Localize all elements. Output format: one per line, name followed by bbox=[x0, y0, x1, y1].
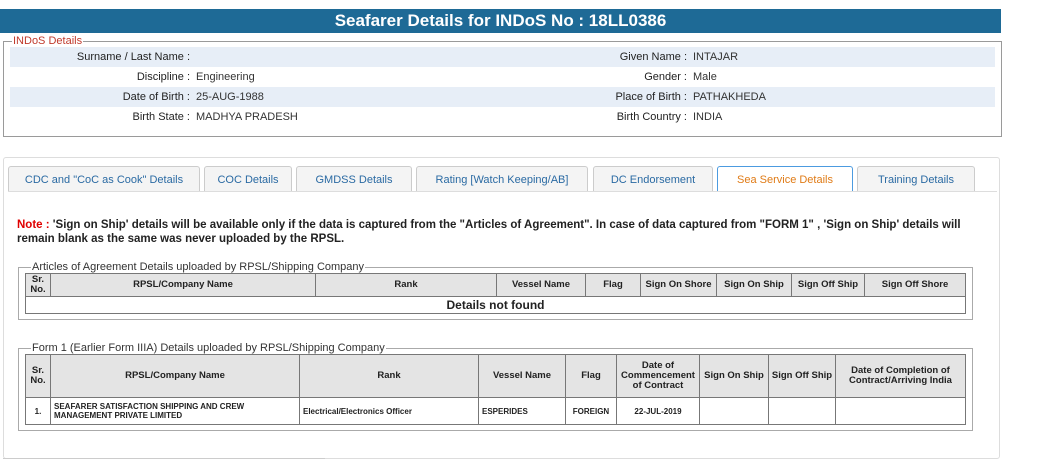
tab-cdc-coc-cook[interactable]: CDC and "CoC as Cook" Details bbox=[8, 166, 200, 191]
articles-table bbox=[25, 273, 966, 314]
col-sr-no: Sr. No. bbox=[26, 274, 51, 297]
col-sign-on-shore: Sign On Shore bbox=[641, 274, 717, 297]
cell-rank: Electrical/Electronics Officer bbox=[300, 398, 479, 425]
col-sr-no: Sr. No. bbox=[26, 355, 51, 398]
table-header-row bbox=[26, 355, 966, 398]
indos-row bbox=[10, 107, 995, 127]
table-header-row bbox=[26, 274, 966, 297]
indos-details-legend: INDoS Details bbox=[13, 35, 83, 47]
tab-divider bbox=[8, 191, 997, 192]
col-rank: Rank bbox=[300, 355, 479, 398]
cell-commencement: 22-JUL-2019 bbox=[617, 398, 700, 425]
col-flag: Flag bbox=[586, 274, 641, 297]
form1-legend: Form 1 (Earlier Form IIIA) Details uploaded by RPSL/Shipping Company bbox=[32, 342, 385, 354]
surname-label: Surname / Last Name : bbox=[76, 51, 190, 63]
given-name-label: Given Name : bbox=[619, 51, 687, 63]
col-company: RPSL/Company Name bbox=[51, 355, 300, 398]
col-sign-on-ship: Sign On Ship bbox=[717, 274, 792, 297]
tab-training-details[interactable]: Training Details bbox=[857, 166, 975, 191]
place-of-birth-value: PATHAKHEDA bbox=[693, 91, 766, 103]
indos-details-section bbox=[3, 35, 1002, 137]
form1-section bbox=[18, 342, 973, 431]
table-row bbox=[26, 297, 966, 314]
cell-sr-no: 1. bbox=[26, 398, 51, 425]
gender-label: Gender : bbox=[644, 71, 687, 83]
cell-flag: FOREIGN bbox=[566, 398, 617, 425]
form1-table bbox=[25, 354, 966, 425]
birth-state-label: Birth State : bbox=[132, 111, 190, 123]
cell-completion bbox=[836, 398, 966, 425]
col-sign-off-shore: Sign Off Shore bbox=[865, 274, 966, 297]
col-completion: Date of Completion of Contract/Arriving India bbox=[836, 355, 966, 398]
bottom-divider bbox=[3, 458, 325, 462]
col-flag: Flag bbox=[566, 355, 617, 398]
tab-dc-endorsement[interactable]: DC Endorsement bbox=[593, 166, 713, 191]
place-of-birth-label: Place of Birth : bbox=[615, 91, 687, 103]
note-label: Note : bbox=[17, 219, 50, 231]
articles-section bbox=[18, 261, 973, 320]
indos-row bbox=[10, 87, 995, 107]
discipline-label: Discipline : bbox=[136, 71, 190, 83]
dob-value: 25-AUG-1988 bbox=[196, 91, 264, 103]
col-company: RPSL/Company Name bbox=[51, 274, 316, 297]
table-row bbox=[26, 398, 966, 425]
indos-row bbox=[10, 47, 995, 67]
gender-value: Male bbox=[693, 71, 717, 83]
col-sign-on-ship: Sign On Ship bbox=[700, 355, 769, 398]
surname-value bbox=[190, 47, 607, 67]
tab-gmdss-details[interactable]: GMDSS Details bbox=[296, 166, 412, 191]
birth-country-value: INDIA bbox=[693, 111, 723, 123]
col-sign-off-ship: Sign Off Ship bbox=[792, 274, 865, 297]
cell-company: SEAFARER SATISFACTION SHIPPING AND CREW MANAGEMENT PRIVATE LIMITED bbox=[51, 398, 300, 425]
discipline-value: Engineering bbox=[196, 71, 255, 83]
indos-row bbox=[10, 67, 995, 87]
col-vessel: Vessel Name bbox=[479, 355, 566, 398]
details-panel bbox=[3, 157, 1000, 459]
tab-rating[interactable]: Rating [Watch Keeping/AB] bbox=[416, 166, 588, 191]
details-not-found: Details not found bbox=[26, 297, 966, 314]
cell-vessel: ESPERIDES bbox=[479, 398, 566, 425]
tab-sea-service-details[interactable]: Sea Service Details bbox=[717, 166, 853, 191]
page-title: Seafarer Details for INDoS No : 18LL0386 bbox=[0, 9, 1001, 33]
articles-legend: Articles of Agreement Details uploaded by RPSL/Shipping Company bbox=[32, 261, 365, 273]
col-commencement: Date of Commencement of Contract bbox=[617, 355, 700, 398]
tab-coc-details[interactable]: COC Details bbox=[204, 166, 292, 191]
col-vessel: Vessel Name bbox=[497, 274, 586, 297]
birth-state-value: MADHYA PRADESH bbox=[196, 111, 298, 123]
note-text: 'Sign on Ship' details will be available only if the data is captured from the "Articles of Agreement". In case of data captured from "FORM 1" , 'Sign on Ship' details will remain blank as the same was never uploaded by the RPSL. bbox=[17, 219, 961, 245]
cell-sign-off-ship bbox=[769, 398, 836, 425]
col-rank: Rank bbox=[316, 274, 497, 297]
given-name-value: INTAJAR bbox=[693, 51, 739, 63]
dob-label: Date of Birth : bbox=[122, 91, 190, 103]
col-sign-off-ship: Sign Off Ship bbox=[769, 355, 836, 398]
cell-sign-on-ship bbox=[700, 398, 769, 425]
birth-country-label: Birth Country : bbox=[616, 111, 687, 123]
sign-on-note bbox=[17, 218, 972, 246]
